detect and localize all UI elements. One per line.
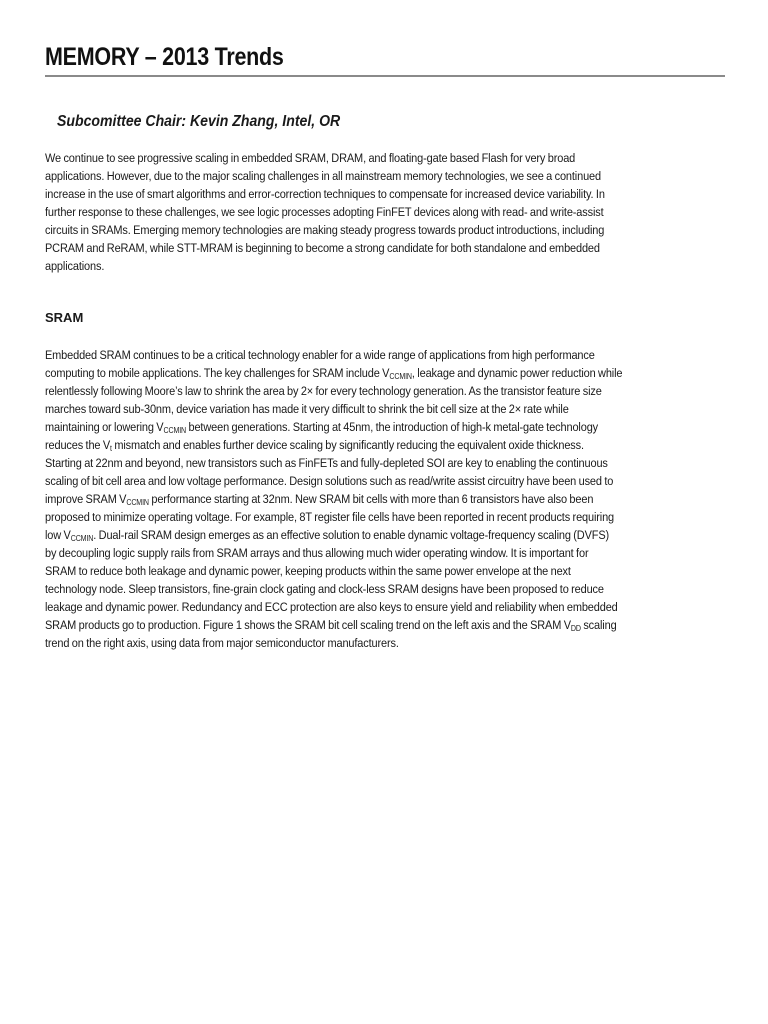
section-heading-sram: SRAM xyxy=(45,310,84,325)
text-segment: technology node. Sleep transistors, fine-grain clock gating and clock-less SRAM designs have been proposed to reduce xyxy=(45,582,604,596)
text-line xyxy=(45,508,647,526)
text-line: PCRAM and ReRAM, while STT-MRAM is beginning to become a strong candidate for both standalone and embedded xyxy=(45,241,600,255)
text-segment: marches toward sub-30nm, device variation has made it very difficult to shrink the bit cell size at the 2× rate while xyxy=(45,402,569,416)
text-segment: between generations. Starting at 45nm, the introduction of high-k metal-gate technology xyxy=(186,420,599,434)
document-page xyxy=(45,40,725,652)
title-divider xyxy=(45,75,725,77)
text-line xyxy=(45,544,647,562)
text-line xyxy=(45,580,647,598)
page-title: MEMORY – 2013 Trends xyxy=(45,43,284,71)
text-segment: scaling of bit cell area and low voltage performance. Design solutions such as read/write assist circuitry have been used to xyxy=(45,474,614,488)
text-segment: computing to mobile applications. The key challenges for SRAM include V xyxy=(45,366,390,380)
text-line xyxy=(45,418,647,436)
text-line: applications. xyxy=(45,259,105,273)
text-segment: mismatch and enables further device scaling by significantly reducing the equivalent oxide thickness. xyxy=(111,438,584,452)
subcommittee-chair: Subcomittee Chair: Kevin Zhang, Intel, OR xyxy=(57,113,341,130)
text-line: We continue to see progressive scaling in embedded SRAM, DRAM, and floating-gate based Flash for very broad xyxy=(45,151,576,165)
text-segment: by decoupling logic supply rails from SRAM arrays and thus allowing much wider operating window. It is important for xyxy=(45,546,589,560)
text-line xyxy=(45,400,647,418)
subscript: CCMIN xyxy=(389,372,412,381)
text-segment: , leakage and dynamic power reduction while xyxy=(411,366,623,380)
text-line xyxy=(45,490,647,508)
text-segment: SRAM to reduce both leakage and dynamic power, keeping products within the same power envelope at the next xyxy=(45,564,571,578)
text-segment: SRAM products go to production. Figure 1 shows the SRAM bit cell scaling trend on the left axis and the SRAM V xyxy=(45,618,571,632)
text-line xyxy=(45,634,647,652)
subscript: DD xyxy=(570,624,581,633)
text-segment: maintaining or lowering V xyxy=(45,420,164,434)
text-segment: . Dual-rail SRAM design emerges as an effective solution to enable dynamic voltage-frequency scaling (DVFS) xyxy=(93,528,610,542)
text-line xyxy=(45,382,647,400)
subscript: CCMIN xyxy=(163,426,187,435)
text-segment: proposed to minimize operating voltage. For example, 8T register file cells have been reported in recent products requiring xyxy=(45,510,615,524)
text-segment: low V xyxy=(45,528,71,542)
text-line: circuits in SRAMs. Emerging memory technologies are making steady progress towards product introductions, including xyxy=(45,223,605,237)
text-segment: leakage and dynamic power. Redundancy and ECC protection are also keys to ensure yield and reliability when embedded xyxy=(45,600,618,614)
text-segment: performance starting at 32nm. New SRAM bit cells with more than 6 transistors have also been xyxy=(148,492,594,506)
text-segment: Embedded SRAM continues to be a critical technology enabler for a wide range of applications from high performance xyxy=(45,348,595,362)
text-line xyxy=(45,346,647,364)
text-line xyxy=(45,526,647,544)
text-segment: Starting at 22nm and beyond, new transistors such as FinFETs and fully-depleted SOI are key to enabling the continuous xyxy=(45,456,608,470)
text-line xyxy=(45,436,647,454)
text-line xyxy=(45,364,647,382)
text-segment: reduces the V xyxy=(45,438,111,452)
subscript: t xyxy=(110,444,112,453)
intro-paragraph xyxy=(45,149,725,275)
text-segment: improve SRAM V xyxy=(45,492,127,506)
subscript: CCMIN xyxy=(70,534,94,543)
subscript: CCMIN xyxy=(126,498,149,507)
sram-paragraph xyxy=(45,346,725,652)
text-line xyxy=(45,562,647,580)
text-segment: trend on the right axis, using data from major semiconductor manufacturers. xyxy=(45,636,399,650)
text-segment: scaling xyxy=(580,618,617,632)
text-line: applications. However, due to the major scaling challenges in all mainstream memory technologies, we see a continued xyxy=(45,169,601,183)
text-segment: relentlessly following Moore’s law to shrink the area by 2× for every technology generation. As the transistor feature size xyxy=(45,384,602,398)
text-line xyxy=(45,598,647,616)
text-line xyxy=(45,472,647,490)
text-line xyxy=(45,454,647,472)
text-line: further response to these challenges, we see logic processes adopting FinFET devices along with read- and write-assist xyxy=(45,205,604,219)
text-line: increase in the use of smart algorithms and error-correction techniques to compensate for increased device variability. In xyxy=(45,187,605,201)
text-line xyxy=(45,616,647,634)
